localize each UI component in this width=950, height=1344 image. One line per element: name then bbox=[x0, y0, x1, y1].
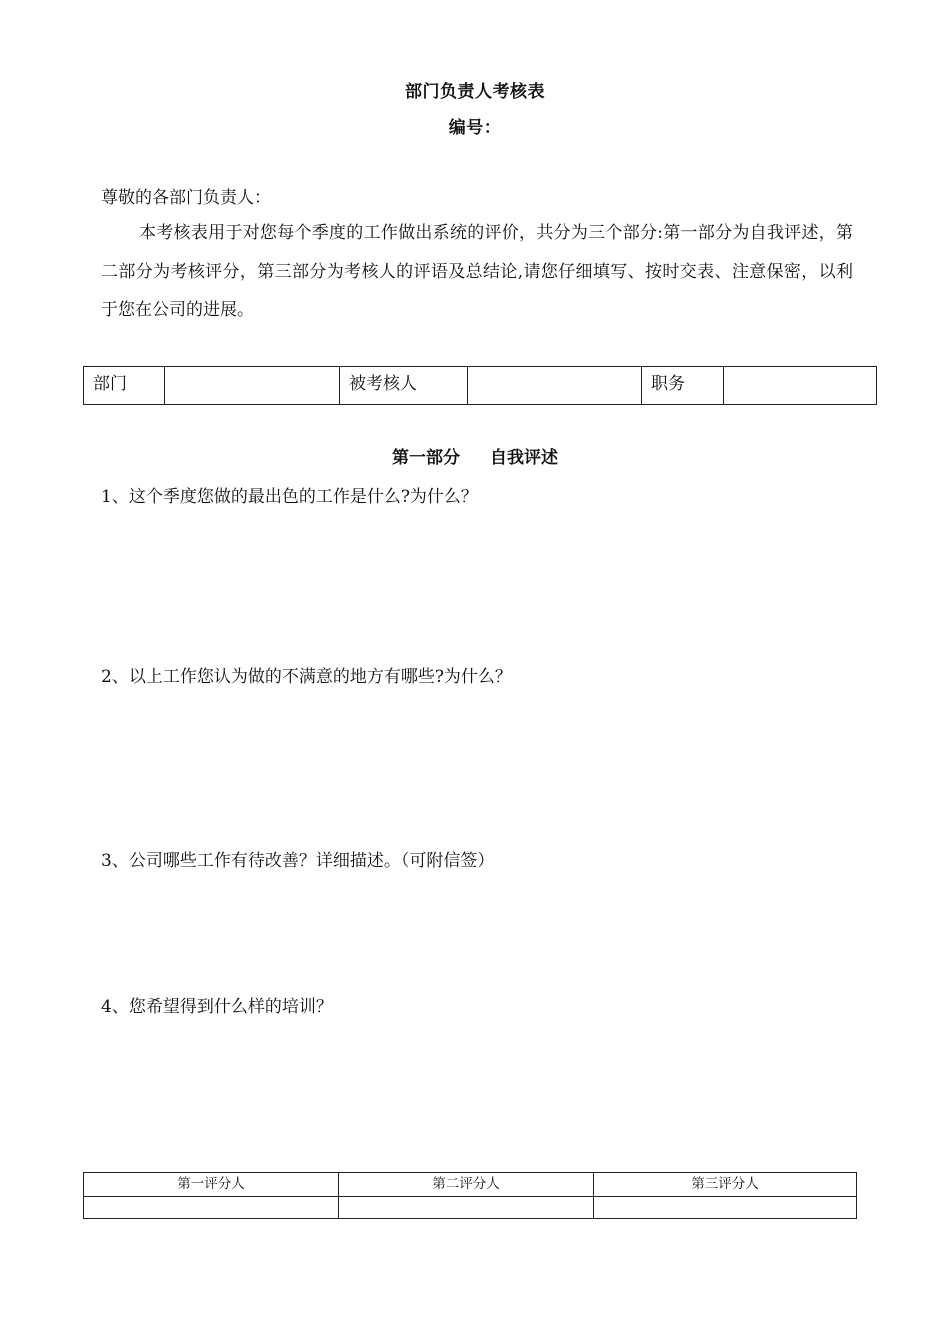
department-label: 部门 bbox=[84, 367, 165, 405]
position-value-cell[interactable] bbox=[724, 367, 877, 405]
reviewer-2-header: 第二评分人 bbox=[339, 1173, 594, 1197]
info-table bbox=[83, 366, 877, 405]
intro-paragraph: 本考核表用于对您每个季度的工作做出系统的评价，共分为三个部分:第一部分为自我评述，第二部分为考核评分，第三部分为考核人的评语及总结论,请您仔细填写、按时交表、注意保密，以利于您在公司的进展。 bbox=[101, 223, 853, 320]
salutation: 尊敬的各部门负责人： bbox=[101, 188, 271, 208]
department-value-cell[interactable] bbox=[165, 367, 340, 405]
position-label: 职务 bbox=[642, 367, 724, 405]
appraisee-label: 被考核人 bbox=[340, 367, 468, 405]
reviewer-2-cell[interactable] bbox=[339, 1197, 594, 1219]
question-2: 2、以上工作您认为做的不满意的地方有哪些?为什么？ bbox=[101, 667, 512, 687]
form-title: 部门负责人考核表 bbox=[405, 82, 545, 102]
section-part: 第一部分 bbox=[392, 448, 460, 468]
appraisee-value-cell[interactable] bbox=[468, 367, 642, 405]
reviewer-table bbox=[83, 1172, 857, 1219]
reviewer-3-cell[interactable] bbox=[594, 1197, 857, 1219]
reviewer-1-cell[interactable] bbox=[84, 1197, 339, 1219]
form-number-label: 编号： bbox=[448, 118, 502, 138]
section-title bbox=[0, 443, 950, 468]
question-1: 1、这个季度您做的最出色的工作是什么?为什么？ bbox=[101, 487, 478, 507]
question-4: 4、您希望得到什么样的培训？ bbox=[101, 997, 333, 1017]
reviewer-3-header: 第三评分人 bbox=[594, 1173, 857, 1197]
reviewer-1-header: 第一评分人 bbox=[84, 1173, 339, 1197]
section-name: 自我评述 bbox=[490, 448, 558, 468]
question-3: 3、公司哪些工作有待改善？详细描述。（可附信签） bbox=[101, 851, 495, 871]
